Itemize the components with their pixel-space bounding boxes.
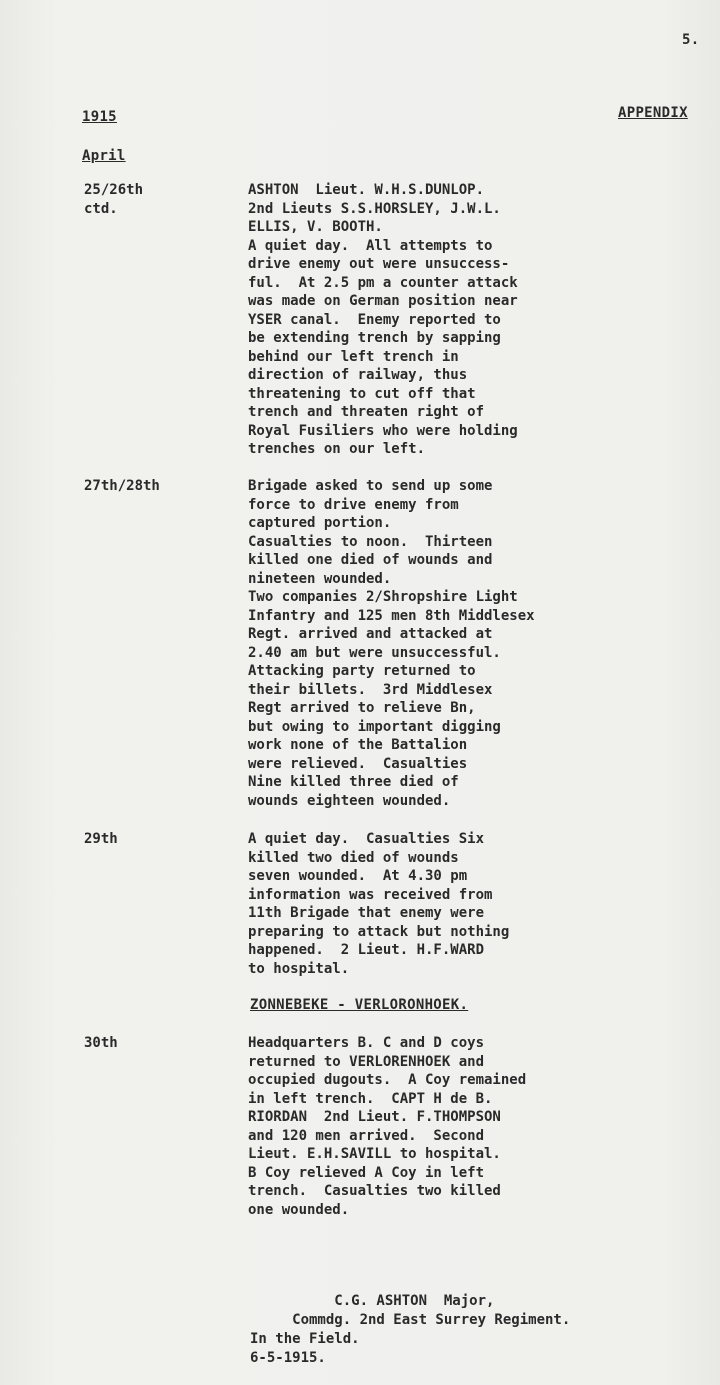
entry-date [84,830,118,849]
entry-text-line: their billets. 3rd Middlesex [248,681,493,698]
entry-text-line: Lieut. E.H.SAVILL to hospital. [248,1146,501,1162]
entry-text-line: one wounded. [248,1201,350,1218]
signature-line: In the Field. [250,1331,360,1347]
entry-text-line: Nine killed three died of [248,774,459,790]
entry-date-line: 27th/28th [84,478,160,494]
entry-text-line: were relieved. Casualties [248,755,468,772]
entry-text-line: trenches on our left. [248,441,426,457]
entry-text-line: occupied dugouts. A Coy remained [248,1072,527,1088]
entry-text-line: Two companies 2/Shropshire Light [248,589,518,605]
entry-text-line: ELLIS, V. BOOTH. [248,219,383,235]
entry-text-line: captured portion. [248,515,392,531]
entry-text-line: behind our left trench in [248,348,459,365]
entry-text-line: but owing to important digging [248,718,501,735]
entry-text [248,477,535,810]
entry-text [248,1034,526,1219]
entry-date-line: 29th [84,831,118,847]
entry-text-line: preparing to attack but nothing [248,923,510,940]
entry-text-line: to hospital. [248,960,350,977]
entry-text-line: A quiet day. All attempts to [248,237,493,254]
month-heading: April [82,148,126,164]
entry-text-line: YSER canal. Enemy reported to [248,311,501,328]
entry-text-line: Regt arrived to relieve Bn, [248,700,476,716]
entry-text-line: trench. Casualties two killed [248,1183,501,1199]
entry-text-line: returned to VERLORENHOEK and [248,1053,485,1070]
entry-text-line: work none of the Battalion [248,737,468,753]
entry-date-line: 30th [84,1035,118,1051]
entry-date-line: ctd. [84,200,118,217]
signature-line: 6-5-1915. [250,1350,326,1366]
signature-line: Commdg. 2nd East Surrey Regiment. [250,1312,571,1328]
section-heading: ZONNEBEKE - VERLORONHOEK. [250,997,469,1013]
entry-text-line: ful. At 2.5 pm a counter attack [248,274,518,291]
appendix-label: APPENDIX [618,105,688,121]
entry-text-line: drive enemy out were unsuccess- [248,256,510,272]
entry-text-line: 2.40 am but were unsuccessful. [248,644,501,661]
page-number: 5. [682,32,700,48]
entry-text-line: Royal Fusiliers who were holding [248,422,518,439]
entry-text-line: RIORDAN 2nd Lieut. F.THOMPSON [248,1109,501,1125]
entry-text-line: Attacking party returned to [248,663,476,679]
entry-text-line: and 120 men arrived. Second [248,1127,485,1144]
entry-text-line: wounds eighteen wounded. [248,792,451,809]
entry-text-line: Brigade asked to send up some [248,478,493,494]
entry-text-line: killed one died of wounds and [248,552,493,568]
entry-text-line: seven wounded. At 4.30 pm [248,868,468,884]
entry-date-line: 25/26th [84,182,144,198]
entry-text-line: B Coy relieved A Coy in left [248,1164,485,1181]
year-heading: 1915 [82,109,117,125]
entry-text-line: was made on German position near [248,293,518,309]
signature-block [250,1292,570,1368]
entry-text-line: A quiet day. Casualties Six [248,831,485,847]
entry-text-line: be extending trench by sapping [248,330,501,346]
entry-text-line: force to drive enemy from [248,496,459,513]
entry-text [248,181,518,459]
entry-text-line: 2nd Lieuts S.S.HORSLEY, J.W.L. [248,200,501,217]
entry-text-line: nineteen wounded. [248,570,392,587]
entry-text-line: ASHTON Lieut. W.H.S.DUNLOP. [248,182,485,198]
entry-text-line: in left trench. CAPT H de B. [248,1090,493,1107]
entry-text-line: Casualties to noon. Thirteen [248,533,493,550]
entry-text-line: happened. 2 Lieut. H.F.WARD [248,942,485,958]
entry-text-line: threatening to cut off that [248,385,476,402]
signature-line: C.G. ASHTON Major, [250,1293,495,1309]
entry-text-line: killed two died of wounds [248,849,459,866]
entry-date [84,477,160,496]
entry-text-line: Headquarters B. C and D coys [248,1035,485,1051]
entry-text-line: 11th Brigade that enemy were [248,905,485,921]
entry-text-line: trench and threaten right of [248,404,485,420]
entry-text-line: direction of railway, thus [248,367,468,383]
entry-text-line: information was received from [248,886,493,903]
entry-date [84,1034,118,1053]
entry-text [248,830,509,978]
entry-text-line: Infantry and 125 men 8th Middlesex [248,607,535,624]
entry-date [84,181,143,218]
entry-text-line: Regt. arrived and attacked at [248,626,493,642]
